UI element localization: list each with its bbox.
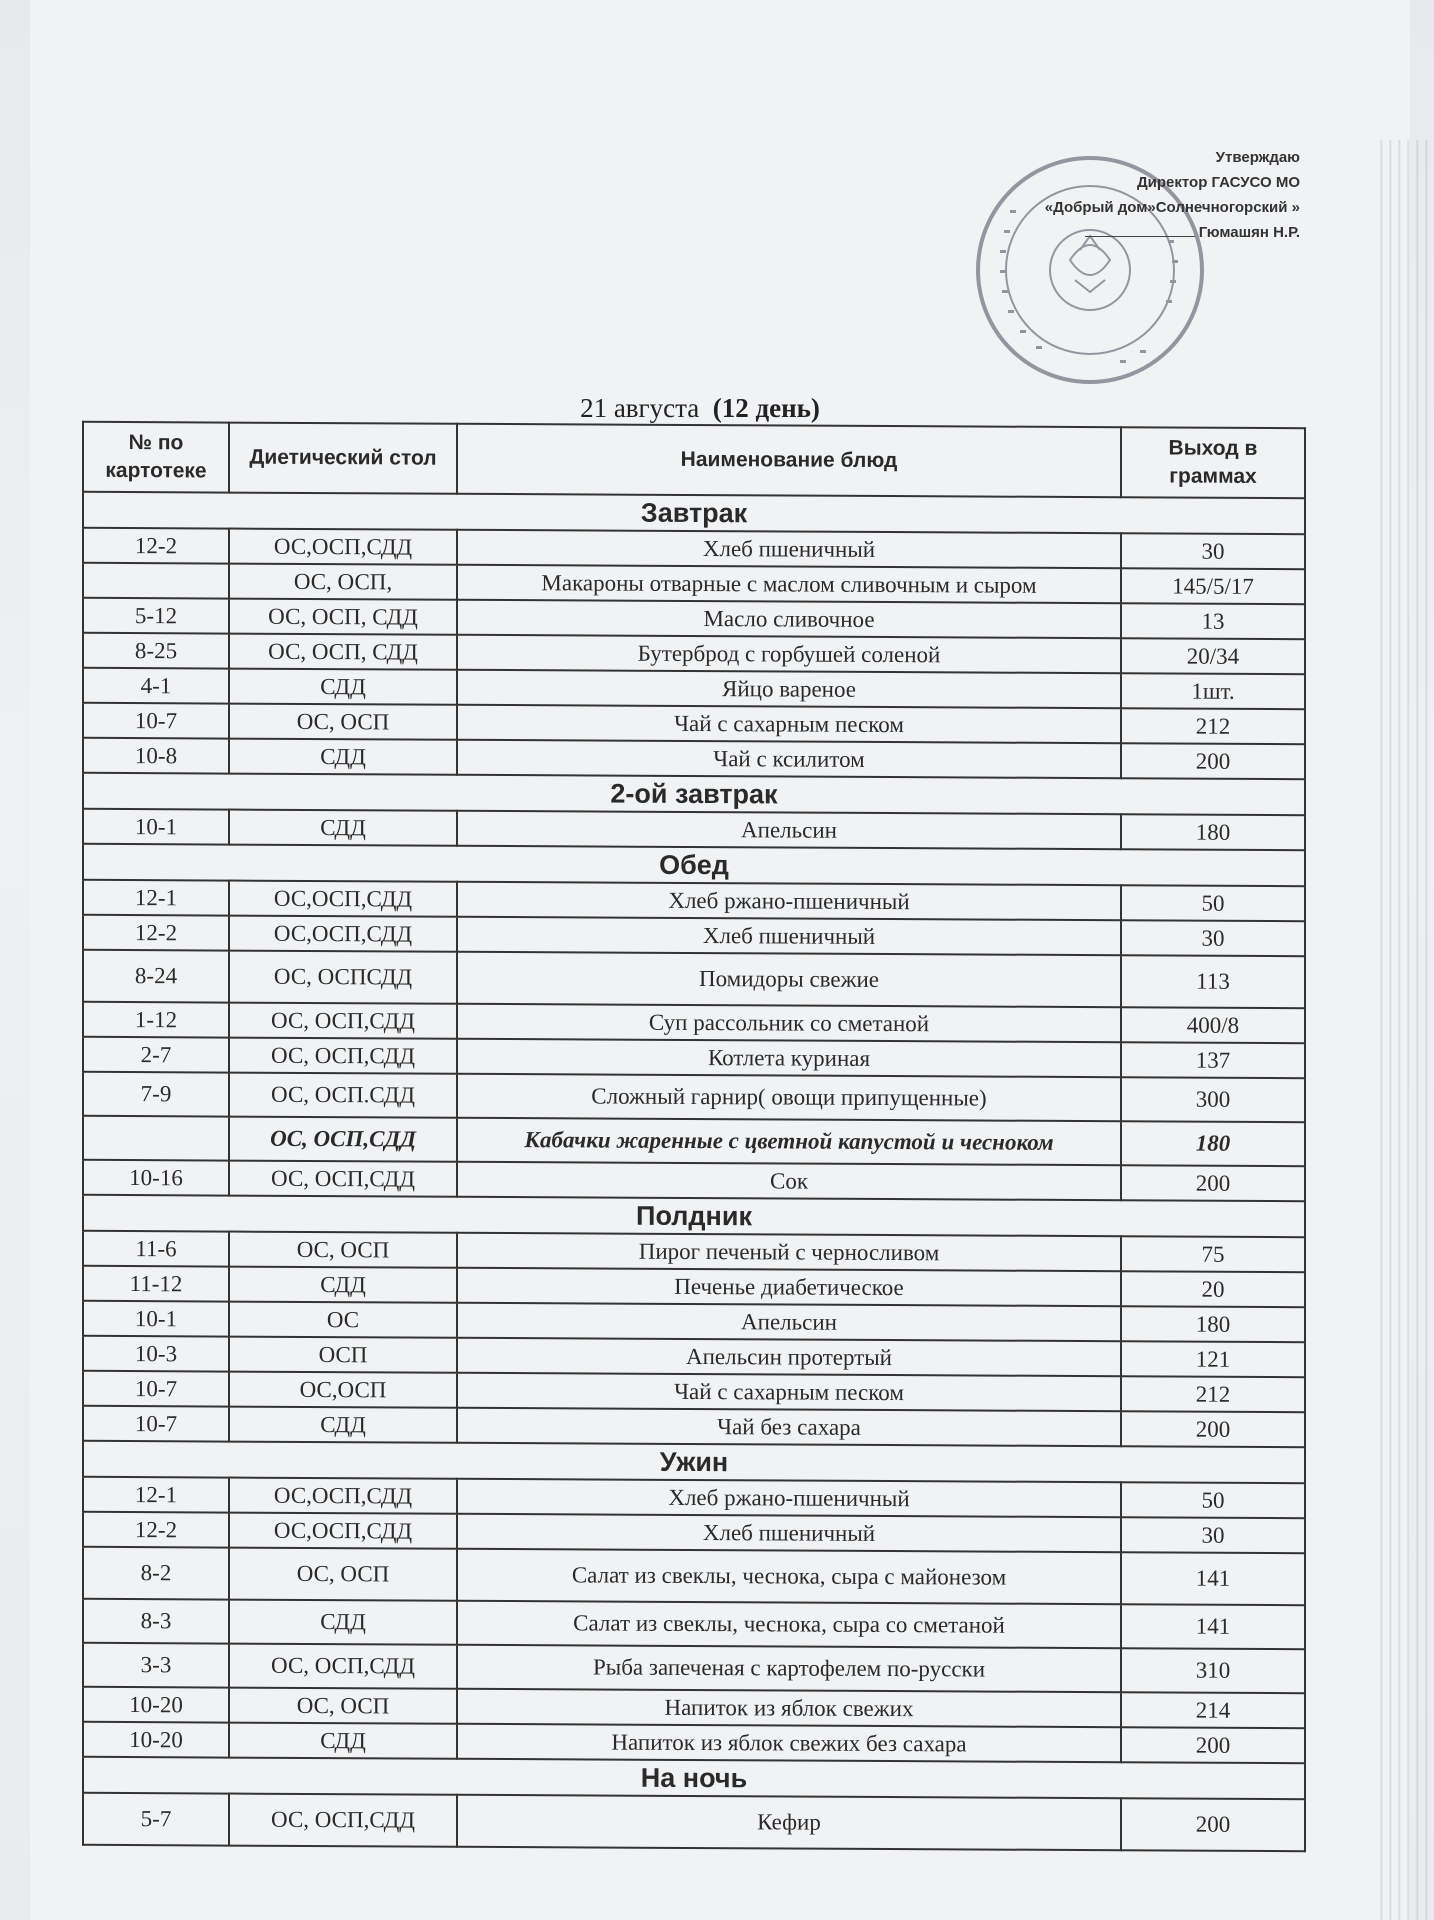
- header-dish-name: Наименование блюд: [457, 424, 1121, 497]
- card-number-cell: 10-8: [83, 738, 229, 774]
- portion-weight-cell: 50: [1121, 1482, 1305, 1518]
- card-number-cell: 8-24: [83, 950, 229, 1003]
- dish-name-cell: Хлеб пшеничный: [457, 1514, 1121, 1552]
- card-number-cell: 10-16: [83, 1160, 229, 1196]
- table-row: [83, 1072, 1305, 1122]
- menu-table: [82, 421, 1306, 1852]
- dish-name-cell: Сложный гарнир( овощи припущенные): [457, 1074, 1121, 1121]
- diet-table-cell: ОС, ОСП,СДД: [229, 1117, 457, 1162]
- portion-weight-cell: 212: [1121, 708, 1305, 744]
- portion-weight-cell: 1шт.: [1121, 673, 1305, 709]
- dish-name-cell: Макароны отварные с маслом сливочным и сыром: [457, 565, 1121, 603]
- table-row: [83, 1793, 1305, 1851]
- card-number-cell: 8-2: [83, 1547, 229, 1600]
- diet-table-cell: ОСП: [229, 1337, 457, 1373]
- menu-table-body: [83, 492, 1305, 1851]
- approval-position: Директор ГАСУСО МО: [1136, 174, 1300, 191]
- portion-weight-cell: 180: [1121, 1121, 1305, 1166]
- diet-table-cell: ОС, ОСП: [229, 1548, 457, 1601]
- diet-table-cell: ОС, ОСП,СДД: [229, 1161, 457, 1197]
- card-number-cell: 12-2: [83, 1512, 229, 1548]
- card-number-cell: 10-7: [83, 1371, 229, 1407]
- card-number-cell: [83, 563, 229, 599]
- menu-date: 21 августа: [580, 393, 700, 423]
- dish-name-cell: Апельсин протертый: [457, 1338, 1121, 1376]
- diet-table-cell: СДД: [229, 739, 457, 775]
- dish-name-cell: Хлеб пшеничный: [457, 530, 1121, 568]
- header-portion-weight: Выход в граммах: [1121, 427, 1305, 498]
- portion-weight-cell: 75: [1121, 1236, 1305, 1272]
- portion-weight-cell: 113: [1121, 955, 1305, 1008]
- portion-weight-cell: 20/34: [1121, 638, 1305, 674]
- dish-name-cell: Салат из свеклы, чеснока, сыра со сметаной: [457, 1601, 1121, 1648]
- menu-day-number: (12 день): [712, 393, 820, 423]
- card-number-cell: 3-3: [83, 1643, 229, 1688]
- diet-table-cell: СДД: [229, 1600, 457, 1645]
- diet-table-cell: ОС, ОСП,СДД: [229, 1644, 457, 1689]
- dish-name-cell: Напиток из яблок свежих без сахара: [457, 1724, 1121, 1762]
- dish-name-cell: Кабачки жаренные с цветной капустой и чесноком: [457, 1118, 1121, 1165]
- table-row: [83, 1547, 1305, 1605]
- diet-table-cell: ОС,ОСП,СДД: [229, 1478, 457, 1514]
- diet-table-cell: ОС, ОСП: [229, 1688, 457, 1724]
- portion-weight-cell: 30: [1121, 533, 1305, 569]
- diet-table-cell: ОС: [229, 1302, 457, 1338]
- meal-section-title: 2-ой завтрак: [83, 773, 1305, 815]
- dish-name-cell: Пирог печеный с черносливом: [457, 1233, 1121, 1271]
- card-number-cell: 7-9: [83, 1072, 229, 1117]
- diet-table-cell: ОС, ОСП: [229, 704, 457, 740]
- dish-name-cell: Чай с сахарным песком: [457, 705, 1121, 743]
- table-row: [83, 950, 1305, 1008]
- dish-name-cell: Апельсин: [457, 811, 1121, 849]
- portion-weight-cell: 200: [1121, 1165, 1305, 1201]
- dish-name-cell: Сок: [457, 1162, 1121, 1200]
- card-number-cell: 12-1: [83, 1477, 229, 1513]
- dish-name-cell: Кефир: [457, 1795, 1121, 1850]
- portion-weight-cell: 180: [1121, 1306, 1305, 1342]
- dish-name-cell: Хлеб пшеничный: [457, 917, 1121, 955]
- portion-weight-cell: 310: [1121, 1648, 1305, 1693]
- table-row: [83, 1643, 1305, 1693]
- card-number-cell: 10-7: [83, 1406, 229, 1442]
- card-number-cell: 11-12: [83, 1266, 229, 1302]
- dish-name-cell: Рыба запеченая с картофелем по-русски: [457, 1645, 1121, 1692]
- card-number-cell: [83, 1116, 229, 1161]
- meal-section-title: Ужин: [83, 1441, 1305, 1483]
- diet-table-cell: ОС, ОСПСДД: [229, 951, 457, 1004]
- card-number-cell: 2-7: [83, 1037, 229, 1073]
- card-number-cell: 10-20: [83, 1687, 229, 1723]
- diet-table-cell: ОС, ОСП, СДД: [229, 599, 457, 635]
- header-card-number: № по картотеке: [83, 422, 229, 493]
- diet-table-cell: СДД: [229, 1267, 457, 1303]
- card-number-cell: 10-3: [83, 1336, 229, 1372]
- card-number-cell: 5-7: [83, 1793, 229, 1846]
- card-number-cell: 8-3: [83, 1599, 229, 1644]
- dish-name-cell: Хлеб ржано-пшеничный: [457, 1479, 1121, 1517]
- portion-weight-cell: 50: [1121, 885, 1305, 921]
- menu-date-title: [0, 393, 1400, 424]
- signature-line: [1085, 222, 1195, 237]
- portion-weight-cell: 400/8: [1121, 1007, 1305, 1043]
- card-number-cell: 4-1: [83, 668, 229, 704]
- portion-weight-cell: 214: [1121, 1692, 1305, 1728]
- portion-weight-cell: 121: [1121, 1341, 1305, 1377]
- diet-table-cell: ОС, ОСП: [229, 1232, 457, 1268]
- diet-table-cell: ОС, ОСП.СДД: [229, 1073, 457, 1118]
- portion-weight-cell: 141: [1121, 1604, 1305, 1649]
- card-number-cell: 12-1: [83, 880, 229, 916]
- diet-table-cell: ОС, ОСП, СДД: [229, 634, 457, 670]
- meal-section-title: Завтрак: [83, 492, 1305, 534]
- diet-table-cell: ОС,ОСП,СДД: [229, 529, 457, 565]
- card-number-cell: 5-12: [83, 598, 229, 634]
- portion-weight-cell: 13: [1121, 603, 1305, 639]
- diet-table-cell: СДД: [229, 669, 457, 705]
- dish-name-cell: Чай без сахара: [457, 1408, 1121, 1446]
- dish-name-cell: Чай с сахарным песком: [457, 1373, 1121, 1411]
- portion-weight-cell: 180: [1121, 814, 1305, 850]
- meal-section-title: На ночь: [83, 1757, 1305, 1799]
- portion-weight-cell: 145/5/17: [1121, 568, 1305, 604]
- card-number-cell: 10-1: [83, 1301, 229, 1337]
- diet-table-cell: СДД: [229, 1723, 457, 1759]
- diet-table-cell: ОС, ОСП,СДД: [229, 1038, 457, 1074]
- portion-weight-cell: 212: [1121, 1376, 1305, 1412]
- header-diet-table: Диетический стол: [229, 423, 457, 494]
- diet-table-cell: СДД: [229, 810, 457, 846]
- approval-heading: Утверждаю: [1215, 149, 1300, 166]
- diet-table-cell: ОС,ОСП,СДД: [229, 881, 457, 917]
- portion-weight-cell: 20: [1121, 1271, 1305, 1307]
- approval-signature: [1045, 220, 1300, 245]
- card-number-cell: 12-2: [83, 528, 229, 564]
- table-header-row: [83, 422, 1305, 498]
- dish-name-cell: Яйцо вареное: [457, 670, 1121, 708]
- dish-name-cell: Чай с ксилитом: [457, 740, 1121, 778]
- dish-name-cell: Масло сливочное: [457, 600, 1121, 638]
- portion-weight-cell: 200: [1121, 1411, 1305, 1447]
- card-number-cell: 12-2: [83, 915, 229, 951]
- dish-name-cell: Бутерброд с горбушей соленой: [457, 635, 1121, 673]
- card-number-cell: 1-12: [83, 1002, 229, 1038]
- diet-table-cell: ОС, ОСП,СДД: [229, 1794, 457, 1847]
- dish-name-cell: Напиток из яблок свежих: [457, 1689, 1121, 1727]
- dish-name-cell: Помидоры свежие: [457, 952, 1121, 1007]
- diet-table-cell: СДД: [229, 1407, 457, 1443]
- portion-weight-cell: 30: [1121, 1517, 1305, 1553]
- approval-signer-name: Гюмашян Н.Р.: [1198, 224, 1300, 241]
- approval-block: [1045, 145, 1300, 245]
- portion-weight-cell: 200: [1121, 743, 1305, 779]
- dish-name-cell: Хлеб ржано-пшеничный: [457, 882, 1121, 920]
- dish-name-cell: Апельсин: [457, 1303, 1121, 1341]
- approval-organization: «Добрый дом»Солнечногорский »: [1044, 199, 1300, 216]
- card-number-cell: 8-25: [83, 633, 229, 669]
- portion-weight-cell: 200: [1121, 1727, 1305, 1763]
- dish-name-cell: Котлета куриная: [457, 1039, 1121, 1077]
- meal-section-title: Полдник: [83, 1195, 1305, 1237]
- portion-weight-cell: 141: [1121, 1552, 1305, 1605]
- card-number-cell: 10-1: [83, 809, 229, 845]
- portion-weight-cell: 200: [1121, 1798, 1305, 1851]
- card-number-cell: 10-20: [83, 1722, 229, 1758]
- dish-name-cell: Салат из свеклы, чеснока, сыра с майонезом: [457, 1549, 1121, 1604]
- table-row: [83, 1116, 1305, 1166]
- dish-name-cell: Суп рассольник со сметаной: [457, 1004, 1121, 1042]
- meal-section-title: Обед: [83, 844, 1305, 886]
- diet-table-cell: ОС, ОСП,: [229, 564, 457, 600]
- portion-weight-cell: 300: [1121, 1077, 1305, 1122]
- dish-name-cell: Печенье диабетическое: [457, 1268, 1121, 1306]
- diet-table-cell: ОС,ОСП: [229, 1372, 457, 1408]
- portion-weight-cell: 137: [1121, 1042, 1305, 1078]
- card-number-cell: 11-6: [83, 1231, 229, 1267]
- diet-table-cell: ОС,ОСП,СДД: [229, 1513, 457, 1549]
- portion-weight-cell: 30: [1121, 920, 1305, 956]
- diet-table-cell: ОС, ОСП,СДД: [229, 1003, 457, 1039]
- table-row: [83, 1599, 1305, 1649]
- card-number-cell: 10-7: [83, 703, 229, 739]
- diet-table-cell: ОС,ОСП,СДД: [229, 916, 457, 952]
